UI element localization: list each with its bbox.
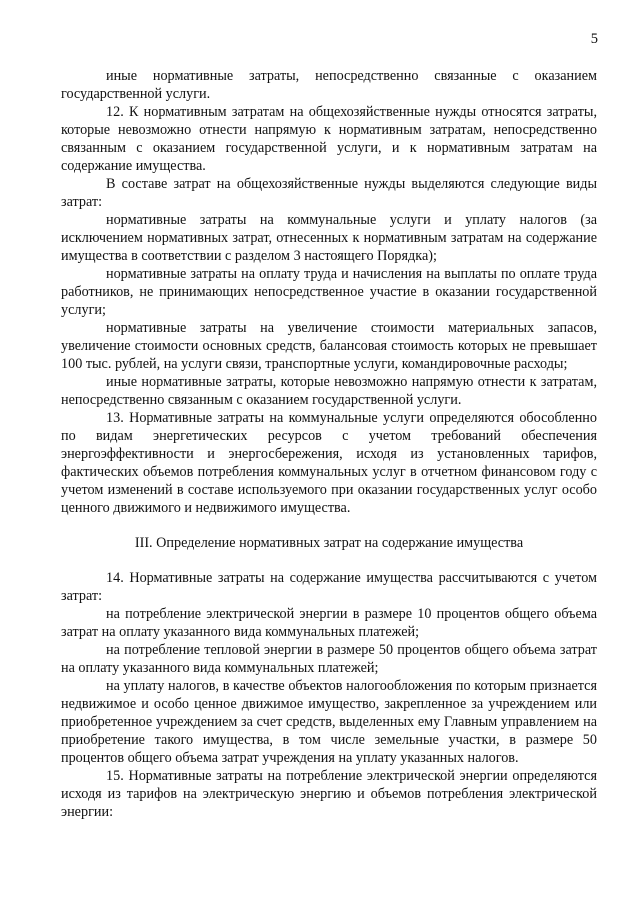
paragraphs-before-section (61, 67, 597, 517)
paragraph: 12. К нормативным затратам на общехозяйственные нужды относятся затраты, которые невозможно отнести напрямую к нормативным затратам, непосредственно связанным с оказанием государственной услуги, и к нормативным затратам на содержание имущества. (61, 104, 597, 174)
paragraph: нормативные затраты на коммунальные услуги и уплату налогов (за исключением нормативных затрат, отнесенных к нормативным затратам на содержание имущества в соответствии с разделом 3 настоящего Порядка); (61, 212, 597, 264)
section-heading: III. Определение нормативных затрат на содержание имущества (134, 535, 524, 551)
paragraph: В составе затрат на общехозяйственные нужды выделяются следующие виды затрат: (61, 176, 597, 210)
paragraph: нормативные затраты на увеличение стоимости материальных запасов, увеличение стоимости основных средств, балансовая стоимость которых не превышает 100 тыс. рублей, на услуги связи, транспортные услуги, командировочные расходы; (61, 320, 597, 372)
page-number: 5 (590, 31, 598, 47)
paragraph: 14. Нормативные затраты на содержание имущества рассчитываются с учетом затрат: (61, 570, 597, 604)
paragraph: иные нормативные затраты, непосредственно связанные с оказанием государственной услуги. (61, 68, 597, 102)
paragraph: на уплату налогов, в качестве объектов налогообложения по которым признается недвижимое и особо ценное движимое имущество, закрепленное за учреждением или приобретенное учреждением за счет средств, выделенных ему Главным управлением на приобретение такого имущества, в том числе земельные участки, в размере 50 процентов общего объема затрат учреждения на уплату указанных налогов. (61, 678, 597, 766)
paragraph: 15. Нормативные затраты на потребление электрической энергии определяются исходя из тарифов на электрическую энергию и объемов потребления электрической энергии: (61, 768, 597, 820)
paragraph: нормативные затраты на оплату труда и начисления на выплаты по оплате труда работников, не принимающих непосредственное участие в оказании государственной услуги; (61, 266, 597, 318)
paragraph: на потребление тепловой энергии в размере 50 процентов общего объема затрат на оплату указанного вида коммунальных платежей; (61, 642, 597, 676)
paragraph: на потребление электрической энергии в размере 10 процентов общего объема затрат на оплату указанного вида коммунальных платежей; (61, 606, 597, 640)
paragraph: 13. Нормативные затраты на коммунальные услуги определяются обособленно по видам энергетических ресурсов с учетом требований обеспечения энергоэффективности и энергосбережения, исходя из установленных тарифов, фактических объемов потребления коммунальных услуг в отчетном финансовом году с учетом изменений в составе используемого при оказании государственных услуг особо ценного движимого и недвижимого имущества. (61, 410, 597, 516)
body-text (61, 67, 597, 821)
paragraph: иные нормативные затраты, которые невозможно напрямую отнести к затратам, непосредственно связанным с оказанием государственной услуги. (61, 374, 597, 408)
paragraphs-after-section (61, 569, 597, 821)
